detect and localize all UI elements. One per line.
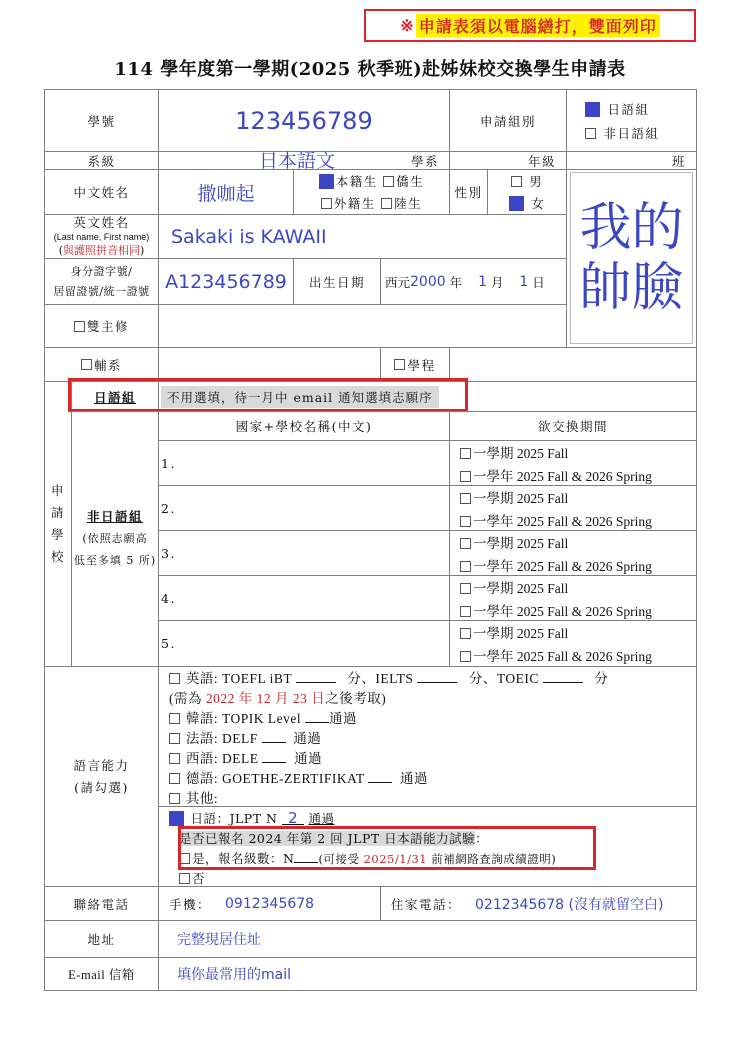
gender-male[interactable]: 男 (509, 172, 546, 190)
birth-label: 出生日期 (293, 258, 381, 305)
english-name-field[interactable]: Sakaki is KAWAII (158, 214, 567, 259)
status-foreign[interactable]: 外籍生 (321, 196, 376, 211)
email-field[interactable]: 填你最常用的mail (158, 957, 697, 991)
address-field[interactable]: 完整現居住址 (158, 920, 697, 958)
period-year[interactable]: 一學年 2025 Fall & 2026 Spring (460, 465, 652, 485)
grade-field[interactable]: 年級 (449, 151, 567, 170)
period-choice-4 (449, 575, 697, 621)
col-exchange-period: 欲交換期間 (449, 411, 697, 441)
checkbox-icon (169, 673, 180, 684)
class-field[interactable]: 班 (566, 151, 697, 170)
status-mainland[interactable]: 陸生 (381, 196, 422, 211)
checkbox-icon (460, 628, 471, 639)
group-option-japanese[interactable]: 日語組 (585, 100, 660, 118)
period-semester[interactable]: 一學期 2025 Fall (460, 442, 652, 462)
checkbox-icon[interactable] (383, 176, 394, 187)
checkbox-icon[interactable] (394, 359, 405, 370)
id-number-label: 身分證字號/ 居留證號/統一證號 (44, 258, 159, 305)
period-year[interactable]: 一學年 2025 Fall & 2026 Spring (460, 600, 652, 620)
checkbox-icon[interactable] (81, 359, 92, 370)
home-phone-field[interactable]: 住家電話： 0212345678 (沒有就留空白) (380, 886, 697, 921)
department-cell (158, 151, 450, 170)
checkbox-icon (460, 538, 471, 549)
chinese-name-label: 中文姓名 (44, 169, 159, 215)
checkbox-icon (169, 713, 180, 724)
school-choice-5[interactable]: 5. (158, 620, 450, 667)
reference-mark: ※ (400, 16, 414, 35)
checkbox-icon (169, 753, 180, 764)
jlpt-no-option[interactable]: 否 (169, 869, 205, 889)
other-languages (158, 666, 697, 807)
form-title: 114 學年度第一學期(2025 秋季班)赴姊妹校交換學生申請表 (114, 59, 626, 80)
checkbox-icon[interactable] (511, 176, 522, 187)
jlpt-question: 是否已報名 2024 年第 2 回 JLPT 日本語能力試驗： (179, 831, 489, 846)
phone-label: 聯絡電話 (44, 886, 159, 921)
checkbox-icon (460, 471, 471, 482)
student-id-field[interactable]: 123456789 (158, 89, 450, 152)
period-semester[interactable]: 一學期 2025 Fall (460, 487, 652, 507)
checkbox-icon (169, 733, 180, 744)
checkbox-checked-icon[interactable] (585, 102, 600, 117)
period-choice-1 (449, 440, 697, 486)
lang-english[interactable]: 英語: TOEFL iBT 分、IELTS 分、TOEIC 分 (169, 669, 608, 689)
lang-korean[interactable]: 韓語: TOPIK Level 通過 (169, 709, 357, 729)
lang-spanish[interactable]: 西語: DELE 通過 (169, 749, 322, 769)
double-major-option[interactable]: 雙主修 (44, 304, 159, 348)
minor-option[interactable]: 輔系 (44, 347, 159, 382)
program-option[interactable]: 學程 (380, 347, 450, 382)
period-semester[interactable]: 一學期 2025 Fall (460, 532, 652, 552)
checkbox-icon[interactable] (381, 198, 392, 209)
department-suffix: 學系 (410, 153, 439, 169)
checkbox-icon (460, 493, 471, 504)
period-year[interactable]: 一學年 2025 Fall & 2026 Spring (460, 510, 652, 530)
period-semester[interactable]: 一學期 2025 Fall (460, 577, 652, 597)
school-choice-2[interactable]: 2. (158, 485, 450, 531)
checkbox-icon (460, 561, 471, 572)
id-number-field[interactable]: A123456789 (158, 258, 294, 305)
address-label: 地址 (44, 920, 159, 958)
lang-german[interactable]: 德語: GOETHE-ZERTIFIKAT 通過 (169, 769, 428, 789)
english-name-label: 英文姓名 (Last name, First name) (與護照拼音相同) (44, 214, 159, 259)
period-semester[interactable]: 一學期 2025 Fall (460, 622, 652, 642)
japanese-group-note: 不用選填，待一月中 email 通知選填志願序 (161, 386, 439, 408)
school-choice-3[interactable]: 3. (158, 530, 450, 576)
status-overseas[interactable]: 僑生 (383, 174, 424, 189)
checkbox-checked-icon[interactable] (509, 196, 524, 211)
language-label: 語言能力 (請勾選) (44, 666, 159, 887)
checkbox-icon (460, 583, 471, 594)
lang-french[interactable]: 法語: DELF 通過 (169, 729, 321, 749)
period-choice-2 (449, 485, 697, 531)
period-year[interactable]: 一學年 2025 Fall & 2026 Spring (460, 645, 652, 665)
checkbox-icon (169, 793, 180, 804)
school-choice-4[interactable]: 4. (158, 575, 450, 621)
group-label: 申請組別 (449, 89, 567, 152)
checkbox-icon (179, 873, 190, 884)
print-notice (364, 9, 696, 42)
double-major-field[interactable] (158, 304, 567, 348)
checkbox-checked-icon (169, 811, 184, 826)
checkbox-icon (460, 448, 471, 459)
apply-school-label: 申 請 學 校 (44, 381, 72, 667)
period-year[interactable]: 一學年 2025 Fall & 2026 Spring (460, 555, 652, 575)
email-label: E-mail 信箱 (44, 957, 159, 991)
highlight-box (68, 378, 468, 412)
department-label: 系級 (44, 151, 159, 170)
lang-other[interactable]: 其他: (169, 789, 218, 809)
checkbox-checked-icon[interactable] (319, 174, 334, 189)
lang-english-note: (需為 2022 年 12 月 23 日之後考取) (169, 691, 387, 706)
checkbox-icon[interactable] (585, 128, 596, 139)
birth-field[interactable]: 西元 2000 年 1 月 1 日 (380, 258, 567, 305)
checkbox-icon (460, 651, 471, 662)
period-choice-3 (449, 530, 697, 576)
gender-label: 性別 (449, 169, 488, 215)
checkbox-icon (169, 773, 180, 784)
student-id-label: 學號 (44, 89, 159, 152)
photo-placeholder[interactable]: 我的 帥臉 (570, 172, 693, 344)
chinese-name-field[interactable]: 撒咖起 (158, 169, 294, 215)
checkbox-icon (460, 606, 471, 617)
status-local[interactable]: 本籍生 (319, 174, 378, 189)
mobile-field[interactable]: 手機： 0912345678 (158, 886, 381, 921)
school-choice-1[interactable]: 1. (158, 440, 450, 486)
highlight-box (178, 826, 596, 870)
status-options (293, 169, 450, 215)
japanese-group-label: 日語組 (71, 381, 159, 412)
period-choice-5 (449, 620, 697, 667)
lang-japanese[interactable]: 日語：JLPT N 2 通過 (169, 809, 334, 829)
notice-text: 申請表須以電腦繕打，雙面列印 (416, 14, 660, 37)
program-field[interactable] (449, 347, 697, 382)
col-school-name: 國家+學校名稱(中文) (158, 411, 450, 441)
checkbox-icon[interactable] (321, 198, 332, 209)
minor-field[interactable] (158, 347, 381, 382)
jlpt-yes-option[interactable]: 是，報名級數：N (可接受 2025/1/31 前補網路查詢成績證明) (169, 849, 556, 869)
group-options (566, 89, 697, 152)
checkbox-icon (460, 516, 471, 527)
checkbox-icon[interactable] (74, 321, 85, 332)
gender-options (487, 169, 567, 215)
group-option-non-japanese[interactable]: 非日語組 (585, 124, 660, 142)
gender-female[interactable]: 女 (509, 194, 546, 212)
department-field[interactable]: 日本語文 (259, 150, 336, 172)
non-japanese-group-label: 非日語組 (依照志願高 低至多填 5 所) (71, 411, 159, 667)
